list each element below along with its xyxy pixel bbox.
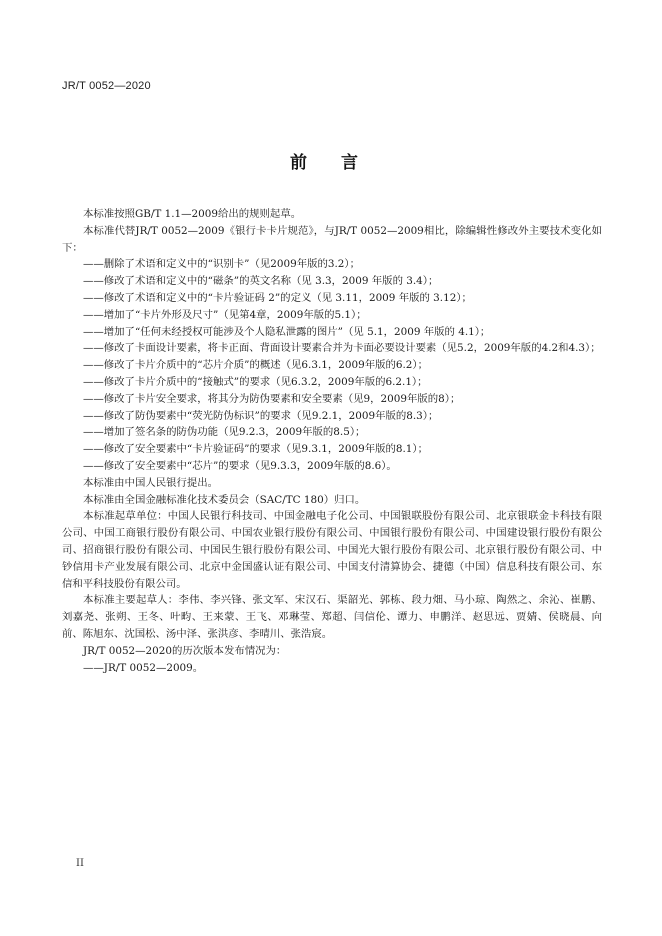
paragraph: JR/T 0052—2020的历次版本发布情况为： [83, 644, 287, 657]
drafters: 本标准主要起草人：李伟、李兴锋、张文军、宋汉石、渠韶光、郭栋、段力畑、马小琼、陶然之、余沁、崔鹏、刘嘉尧、张朔、王冬、叶畇、王来蒙、王飞、邓琳莹、郑超、闫信伦、谭力、申鹏洋、赵思远、贾婧、侯晓晨、向前、陈旭东、沈国松、汤中泽、张洪彦、李晴川、张浩宸。 [62, 594, 602, 640]
change-item: ——修改了卡面设计要素，将卡正面、背面设计要素合并为卡面必要设计要素（见5.2，2009年版的4.2和4.3）； [83, 342, 601, 355]
change-item: ——修改了安全要素中“芯片”的要求（见9.3.3，2009年版的8.6）。 [83, 459, 397, 472]
paragraph: 本标准按照GB/T 1.1—2009给出的规则起草。 [83, 208, 302, 220]
page-title: 前 言 [290, 153, 372, 173]
change-item: ——修改了防伪要素中“荧光防伪标识”的要求（见9.2.1，2009年版的8.3）； [83, 409, 439, 422]
change-item: ——增加了“卡片外形及尺寸”（见第4章，2009年版的5.1）； [83, 308, 367, 321]
change-item: ——修改了卡片介质中的“芯片介质”的概述（见6.3.1，2009年版的6.2）； [83, 359, 428, 372]
document-code: JR/T 0052—2020 [62, 80, 151, 92]
change-item: ——删除了术语和定义中的“识别卡”（见2009年版的3.2）； [83, 258, 360, 271]
change-item: ——修改了卡片介质中的“接触式”的要求（见6.3.2，2009年版的6.2.1）； [83, 375, 428, 388]
change-item: ——增加了“任何未经授权可能涉及个人隐私泄露的图片”（见 5.1，2009 年版的 4.1）； [83, 325, 491, 338]
change-item: ——修改了卡片安全要求，将其分为防伪要素和安全要素（见9，2009年版的8）； [83, 392, 461, 405]
paragraph: 本标准由全国金融标准化技术委员会（SAC/TC 180）归口。 [83, 493, 366, 506]
change-item: ——修改了术语和定义中的“卡片验证码 2”的定义（见 3.11，2009 年版的 3.12）； [83, 291, 472, 304]
change-item: ——修改了安全要素中“卡片验证码”的要求（见9.3.1，2009年版的8.1）； [83, 443, 428, 456]
change-item: ——修改了术语和定义中的“磁条”的英文名称（见 3.3，2009 年版的 3.4）； [83, 275, 439, 288]
paragraph: 本标准由中国人民银行提出。 [83, 476, 219, 489]
paragraph: 本标准代替JR/T 0052—2009《银行卡卡片规范》，与JR/T 0052—2009相比，除编辑性修改外主要技术变化如下： [62, 224, 602, 254]
foreword-body [62, 206, 602, 676]
drafting-units: 本标准起草单位：中国人民银行科技司、中国金融电子化公司、中国银联股份有限公司、北京银联金卡科技有限公司、中国工商银行股份有限公司、中国农业银行股份有限公司、中国银行股份有限公司、中国建设银行股份有限公司、招商银行股份有限公司、中国民生银行股份有限公司、中国光大银行股份有限公司、北京银行股份有限公司、中钞信用卡产业发展有限公司、北京中金国盛认证有限公司、中国支付清算协会、捷德（中国）信息科技有限公司、东信和平科技股份有限公司。 [62, 510, 602, 590]
page-number: II [76, 858, 84, 869]
version-history-item: ——JR/T 0052—2009。 [83, 661, 204, 674]
change-item: ——增加了签名条的防伪功能（见9.2.3，2009年版的8.5）； [83, 426, 366, 439]
